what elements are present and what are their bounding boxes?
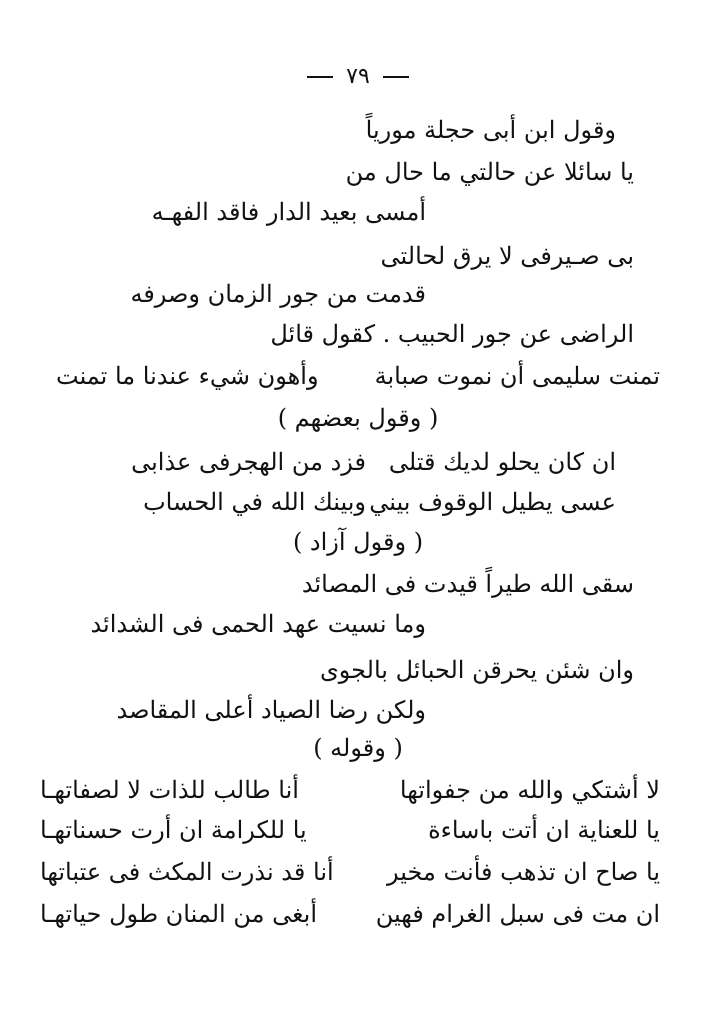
text-line: أمسى بعيد الدار فاقد الفهـه (151, 198, 426, 226)
verse-first-hemistich: لا أشتكي والله من جفواتها (399, 776, 660, 804)
verse-first-hemistich: يا صاح ان تذهب فأنت مخير (387, 858, 660, 886)
section-heading: ( وقول آزاد ) (292, 528, 424, 556)
verse-first-hemistich: ان مت فى سبل الغرام فهين (375, 900, 660, 928)
section-heading: ( وقوله ) (313, 734, 403, 762)
verse-first-hemistich: تمنت سليمى أن نموت صبابة (374, 362, 660, 390)
verse-second-hemistich: يا للكرامة ان أرت حسناتهـا (40, 816, 307, 844)
text-line: بى صـيرفى لا يرق لحالتى (380, 242, 634, 270)
verse-second-hemistich: وأهون شيء عندنا ما تمنت (56, 362, 319, 390)
text-line: ولكن رضا الصياد أعلى المقاصد (116, 696, 426, 724)
verse-line (40, 854, 660, 890)
dash-left (383, 76, 409, 78)
verse-first-hemistich: يا للعناية ان أتت باساءة (428, 816, 660, 844)
page-number-header (0, 64, 716, 89)
verse-second-hemistich: وبينك الله في الحساب (143, 488, 366, 516)
verse-line (40, 772, 660, 808)
section-heading: ( وقول بعضهم ) (277, 404, 439, 432)
verse-second-hemistich: فزد من الهجرفى عذابى (131, 448, 366, 476)
verse-line (40, 896, 660, 932)
verse-second-hemistich: أنا قد نذرت المكث فى عتباتها (40, 858, 334, 886)
text-line: وما نسيت عهد الحمى فى الشدائد (90, 610, 426, 638)
text-line: يا سائلا عن حالتي ما حال من (345, 158, 634, 186)
text-line: وقول ابن أبى حجلة مورياً (365, 116, 616, 144)
text-line: سقى الله طيراً قيدت فى المصائد (301, 570, 634, 598)
verse-first-hemistich: ان كان يحلو لديك قتلى (388, 448, 616, 476)
page-number: ٧٩ (346, 64, 370, 89)
text-line: وان شئن يحرقن الحبائل بالجوى (319, 656, 634, 684)
verse-second-hemistich: أنا طالب للذات لا لصفاتهـا (40, 776, 299, 804)
text-line: الراضى عن جور الحبيب . كقول قائل (270, 320, 634, 348)
verse-first-hemistich: عسى يطيل الوقوف بيني (369, 488, 616, 516)
verse-line (40, 812, 660, 848)
verse-line (56, 358, 660, 394)
text-line: قدمت من جور الزمان وصرفه (130, 280, 426, 308)
verse-second-hemistich: أبغى من المنان طول حياتهـا (40, 900, 318, 928)
dash-right (307, 76, 333, 78)
